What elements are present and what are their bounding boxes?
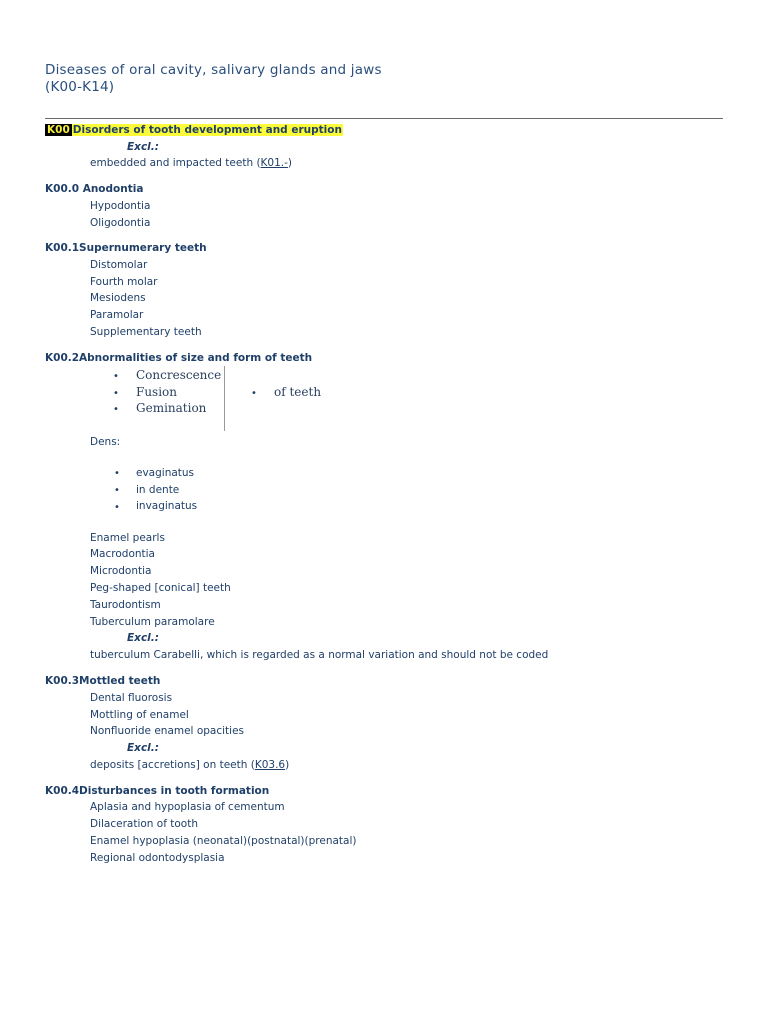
k00-excl-label: Excl.: [127,141,159,153]
k002-heading: K00.2Abnormalities of size and form of teeth [45,352,313,364]
list-item: Regional odontodysplasia [90,852,225,864]
list-item: Mottling of enamel [90,709,189,721]
list-item: Dilaceration of tooth [90,818,198,830]
list-item: evaginatus [136,467,195,479]
k001-heading: K00.1Supernumerary teeth [45,242,207,254]
k00-heading [45,124,343,136]
list-item: Concrescence [136,368,222,382]
list-item: Aplasia and hypoplasia of cementum [90,801,285,813]
k002-excl-label: Excl.: [127,632,159,644]
k004-heading: K00.4Disturbances in tooth formation [45,785,270,797]
k003-heading: K00.3Mottled teeth [45,675,161,687]
k00-excl-close: ) [287,157,293,169]
page-title-line1: Diseases of oral cavity, salivary glands and jaws [45,62,382,78]
k000-heading: K00.0 Anodontia [45,183,144,195]
list-item: Oligodontia [90,217,151,229]
page-title-line2: (K00-K14) [45,79,115,95]
page-title [45,62,382,96]
bullet-icon: • [114,468,120,479]
list-item: Tuberculum paramolare [90,616,215,628]
k003-excl-text [90,759,289,771]
list-item: Distomolar [90,259,148,271]
list-item: Peg-shaped [conical] teeth [90,582,231,594]
list-item: Fusion [136,385,178,399]
bullet-icon: • [114,502,120,513]
k003-excl-close: ) [285,759,290,771]
k00-code: K00 [47,124,70,136]
k00-label: Disorders of tooth development and eruption [72,124,342,136]
list-item: Mesiodens [90,292,146,304]
list-item: Nonfluoride enamel opacities [90,725,244,737]
list-item: Fourth molar [90,276,158,288]
k002-excl-text: tuberculum Carabelli, which is regarded as a normal variation and should not be coded [90,649,549,661]
list-item: in dente [136,484,180,496]
k036-link[interactable]: K03.6 [254,759,286,771]
k003-excl-text-body: deposits [accretions] on teeth ( [90,759,255,771]
title-divider [45,118,723,119]
list-item: Enamel hypoplasia (neonatal)(postnatal)(prenatal) [90,835,357,847]
list-item: Enamel pearls [90,532,165,544]
list-item: Gemination [136,401,207,415]
k00-excl-text-body: embedded and impacted teeth ( [90,157,261,169]
of-teeth-label: of teeth [274,385,322,399]
list-item: Taurodontism [90,599,161,611]
bullet-icon: • [113,388,119,399]
list-item: invaginatus [136,500,198,512]
list-item: Microdontia [90,565,152,577]
list-item: Macrodontia [90,548,155,560]
k003-excl-label: Excl.: [127,742,159,754]
list-item: Supplementary teeth [90,326,202,338]
list-item: Hypodontia [90,200,151,212]
k01-link[interactable]: K01.- [260,157,288,169]
bullet-icon: • [251,388,257,399]
bullet-icon: • [113,371,119,382]
bullet-icon: • [113,404,119,415]
list-item: Dental fluorosis [90,692,173,704]
k00-excl-text [90,157,292,169]
list-item: Paramolar [90,309,144,321]
dens-label: Dens: [90,436,121,448]
bracket-divider [224,366,225,431]
bullet-icon: • [114,485,120,496]
